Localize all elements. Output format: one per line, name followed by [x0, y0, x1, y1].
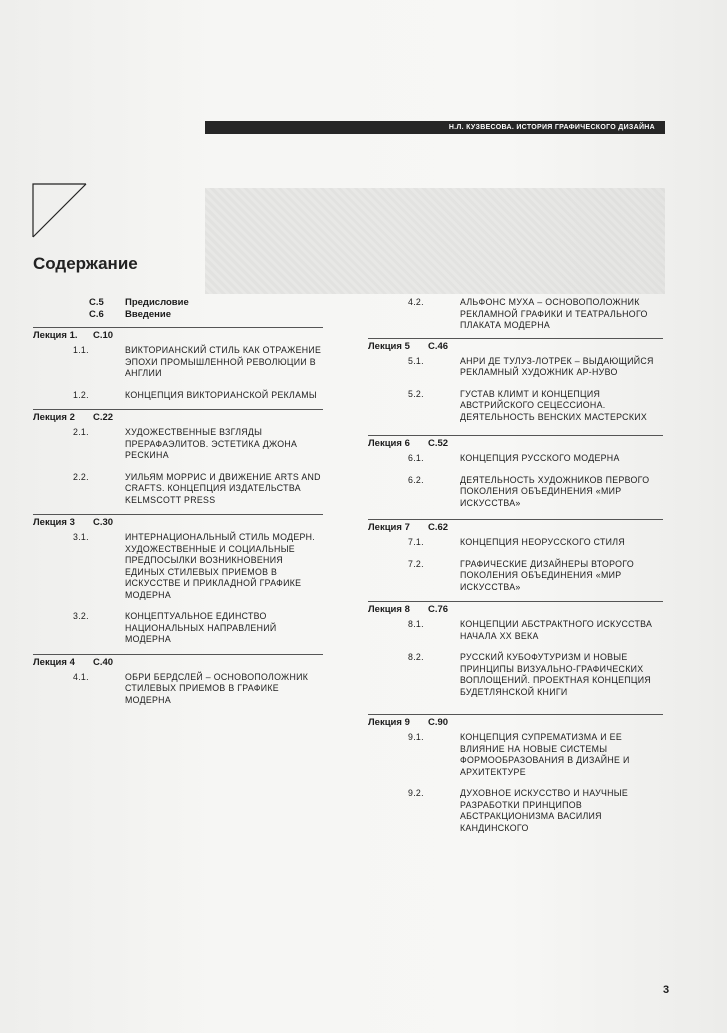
toc-entry[interactable]: [33, 532, 323, 601]
show-through-image: [205, 188, 665, 294]
lecture-page: С.46: [428, 340, 449, 352]
lecture-page: С.22: [93, 412, 114, 423]
toc-entry[interactable]: [368, 559, 663, 594]
toc-entry[interactable]: [368, 732, 663, 778]
lecture-label: Лекция 7: [368, 522, 410, 533]
entry-title: ДУХОВНОЕ ИСКУССТВО И НАУЧНЫЕ РАЗРАБОТКИ ПРИНЦИПОВ АБСТРАКЦИОНИЗМА ВАСИЛИЯ КАНДИНСКОГО: [460, 788, 629, 833]
entry-number: 2.1.: [73, 427, 89, 437]
toc-entry[interactable]: [33, 345, 323, 380]
entry-number: 5.2.: [408, 388, 424, 399]
right-lectures: [368, 338, 663, 835]
entry-number: 1.2.: [73, 389, 89, 400]
toc-entry[interactable]: [368, 453, 663, 465]
lecture-label: Лекция 6: [368, 438, 410, 449]
running-header: [205, 121, 665, 134]
lecture-heading[interactable]: [368, 717, 663, 729]
intro-block: [33, 297, 323, 321]
toc-entry[interactable]: [33, 672, 323, 707]
lecture-label: Лекция 1.: [33, 330, 78, 341]
lecture-heading[interactable]: [368, 438, 663, 450]
entry-title: ГРАФИЧЕСКИЕ ДИЗАЙНЕРЫ ВТОРОГО ПОКОЛЕНИЯ ОБЪЕДИНЕНИЯ «МИР ИСКУССТВА»: [460, 558, 635, 592]
entry-title: ОБРИ БЕРДСЛЕЙ – ОСНОВОПОЛОЖНИК СТИЛЕВЫХ ПРИЕМОВ В ГРАФИКЕ МОДЕРНА: [125, 671, 309, 705]
lecture-heading[interactable]: [33, 517, 323, 529]
corner-mark-icon: [32, 183, 87, 238]
lecture-label: Лекция 5: [368, 340, 410, 352]
intro-item[interactable]: [33, 309, 323, 321]
lecture-block: [368, 338, 663, 424]
intro-name: Введение: [125, 309, 172, 320]
lecture-page: С.76: [428, 604, 449, 615]
toc-entry[interactable]: [368, 475, 663, 510]
toc-entry[interactable]: [33, 472, 323, 507]
left-lectures: [33, 327, 323, 706]
entry-number: 4.1.: [73, 671, 89, 682]
lecture-page: С.10: [93, 330, 114, 341]
entry-number: 8.1.: [408, 619, 424, 629]
entry-title: ДЕЯТЕЛЬНОСТЬ ХУДОЖНИКОВ ПЕРВОГО ПОКОЛЕНИЯ ОБЪЕДИНЕНИЯ «МИР ИСКУССТВА»: [460, 474, 650, 508]
lecture-label: Лекция 4: [33, 656, 75, 668]
entry-number: 6.1.: [408, 453, 424, 463]
toc-entry[interactable]: [368, 619, 663, 642]
toc-entry[interactable]: [33, 427, 323, 462]
entry-title: ВИКТОРИАНСКИЙ СТИЛЬ КАК ОТРАЖЕНИЕ ЭПОХИ ПРОМЫШЛЕННОЙ РЕВОЛЮЦИИ В АНГЛИИ: [125, 345, 322, 378]
toc-entry[interactable]: [33, 611, 323, 646]
toc-entry[interactable]: [368, 652, 663, 698]
entry-title: ИНТЕРНАЦИОНАЛЬНЫЙ СТИЛЬ МОДЕРН. ХУДОЖЕСТВЕННЫЕ И СОЦИАЛЬНЫЕ ПРЕДПОСЫЛКИ ВОЗНИКНОВЕНИЯ ЕДИНЫХ СТИЛЕВЫХ ПРИЕМОВ В ИСКУССТВЕ И ПРИКЛАДНОЙ ГРАФИКЕ МОДЕРНА: [125, 532, 316, 600]
lecture-label: Лекция 9: [368, 717, 410, 728]
entry-number: 6.2.: [408, 474, 424, 485]
lecture-page: С.62: [428, 522, 449, 533]
entry-number: 8.2.: [408, 652, 424, 662]
entry-title: АЛЬФОНС МУХА – ОСНОВОПОЛОЖНИК РЕКЛАМНОЙ ГРАФИКИ И ТЕАТРАЛЬНОГО ПЛАКАТА МОДЕРНА: [460, 297, 648, 330]
entry-number: 1.1.: [73, 345, 89, 355]
lecture-block: [33, 409, 323, 506]
intro-item[interactable]: [33, 297, 323, 309]
lecture-block: [33, 654, 323, 707]
running-title: Н.Л. КУЗВЕСОВА. ИСТОРИЯ ГРАФИЧЕСКОГО ДИЗАЙНА: [448, 124, 655, 131]
intro-page: С.5: [89, 297, 104, 308]
intro-page: С.6: [89, 309, 104, 320]
entry-number: 4.2.: [408, 297, 424, 307]
lecture-block: [368, 519, 663, 593]
entry-title: КОНЦЕПЦИЯ НЕОРУССКОГО СТИЛЯ: [460, 537, 625, 547]
entry-title: РУССКИЙ КУБОФУТУРИЗМ И НОВЫЕ ПРИНЦИПЫ ВИЗУАЛЬНО-ГРАФИЧЕСКИХ ВОПЛОЩЕНИЙ. ПРОЕКТНАЯ КОНЦЕПЦИЯ БУДЕТЛЯНСКОЙ КНИГИ: [460, 652, 651, 697]
entry-number: 3.2.: [73, 611, 89, 621]
lecture-label: Лекция 8: [368, 604, 410, 615]
entry-number: 7.1.: [408, 537, 424, 547]
entry-number: 9.2.: [408, 788, 424, 798]
entry-title: КОНЦЕПЦИЯ СУПРЕМАТИЗМА И ЕЕ ВЛИЯНИЕ НА НОВЫЕ СИСТЕМЫ ФОРМООБРАЗОВАНИЯ В ДИЗАЙНЕ И АРХИТЕКТУРЕ: [460, 732, 630, 777]
lecture-heading[interactable]: [33, 412, 323, 424]
lecture-heading[interactable]: [368, 604, 663, 616]
entry-number: 2.2.: [73, 471, 89, 482]
toc-entry[interactable]: [368, 356, 663, 379]
lecture-heading[interactable]: [33, 330, 323, 342]
lecture-block: [368, 714, 663, 834]
entry-title: КОНЦЕПЦИЯ ВИКТОРИАНСКОЙ РЕКЛАМЫ: [125, 389, 317, 400]
entry-number: 3.1.: [73, 532, 89, 542]
lecture-label: Лекция 3: [33, 517, 75, 528]
entry-number: 7.2.: [408, 558, 424, 569]
lecture-heading[interactable]: [33, 657, 323, 669]
lecture-page: С.40: [93, 656, 114, 668]
entry-title: ХУДОЖЕСТВЕННЫЕ ВЗГЛЯДЫ ПРЕРАФАЭЛИТОВ. ЭСТЕТИКА ДЖОНА РЕСКИНА: [125, 427, 298, 460]
entry-title: КОНЦЕПЦИИ АБСТРАКТНОГО ИСКУССТВА НАЧАЛА XX ВЕКА: [460, 619, 653, 641]
lecture-block: [368, 435, 663, 509]
toc-left-column: [33, 297, 323, 706]
entry-title: КОНЦЕПЦИЯ РУССКОГО МОДЕРНА: [460, 453, 620, 463]
toc-entry[interactable]: [368, 297, 663, 332]
lecture-page: С.90: [428, 717, 449, 728]
intro-name: Предисловие: [125, 297, 189, 308]
lecture-page: С.30: [93, 517, 114, 528]
toc-entry[interactable]: [368, 788, 663, 834]
toc-right-column: [368, 297, 663, 834]
lecture-heading[interactable]: [368, 341, 663, 353]
entry-number: 5.1.: [408, 355, 424, 366]
entry-title: УИЛЬЯМ МОРРИС И ДВИЖЕНИЕ ARTS AND CRAFTS. КОНЦЕПЦИЯ ИЗДАТЕЛЬСТВА KELMSCOTT PRESS: [125, 471, 321, 505]
lecture-block: [33, 514, 323, 646]
lecture-page: С.52: [428, 438, 449, 449]
entry-title: АНРИ ДЕ ТУЛУЗ-ЛОТРЕК – ВЫДАЮЩИЙСЯ РЕКЛАМНЫЙ ХУДОЖНИК АР-НУВО: [460, 355, 654, 377]
lecture-heading[interactable]: [368, 522, 663, 534]
toc-title: Содержание: [33, 254, 138, 273]
lecture-label: Лекция 2: [33, 412, 75, 423]
entry-number: 9.1.: [408, 732, 424, 742]
entry-title: КОНЦЕПТУАЛЬНОЕ ЕДИНСТВО НАЦИОНАЛЬНЫХ НАПРАВЛЕНИЙ МОДЕРНА: [125, 611, 277, 644]
toc-entry[interactable]: [368, 389, 663, 424]
lecture-block: [33, 327, 323, 401]
lecture-block: [368, 601, 663, 698]
toc-entry[interactable]: [368, 537, 663, 549]
toc-entry[interactable]: [33, 390, 323, 402]
page-number: 3: [663, 984, 670, 996]
entry-title: ГУСТАВ КЛИМТ И КОНЦЕПЦИЯ АВСТРИЙСКОГО СЕЦЕССИОНА. ДЕЯТЕЛЬНОСТЬ ВЕНСКИХ МАСТЕРСКИХ: [460, 388, 648, 422]
